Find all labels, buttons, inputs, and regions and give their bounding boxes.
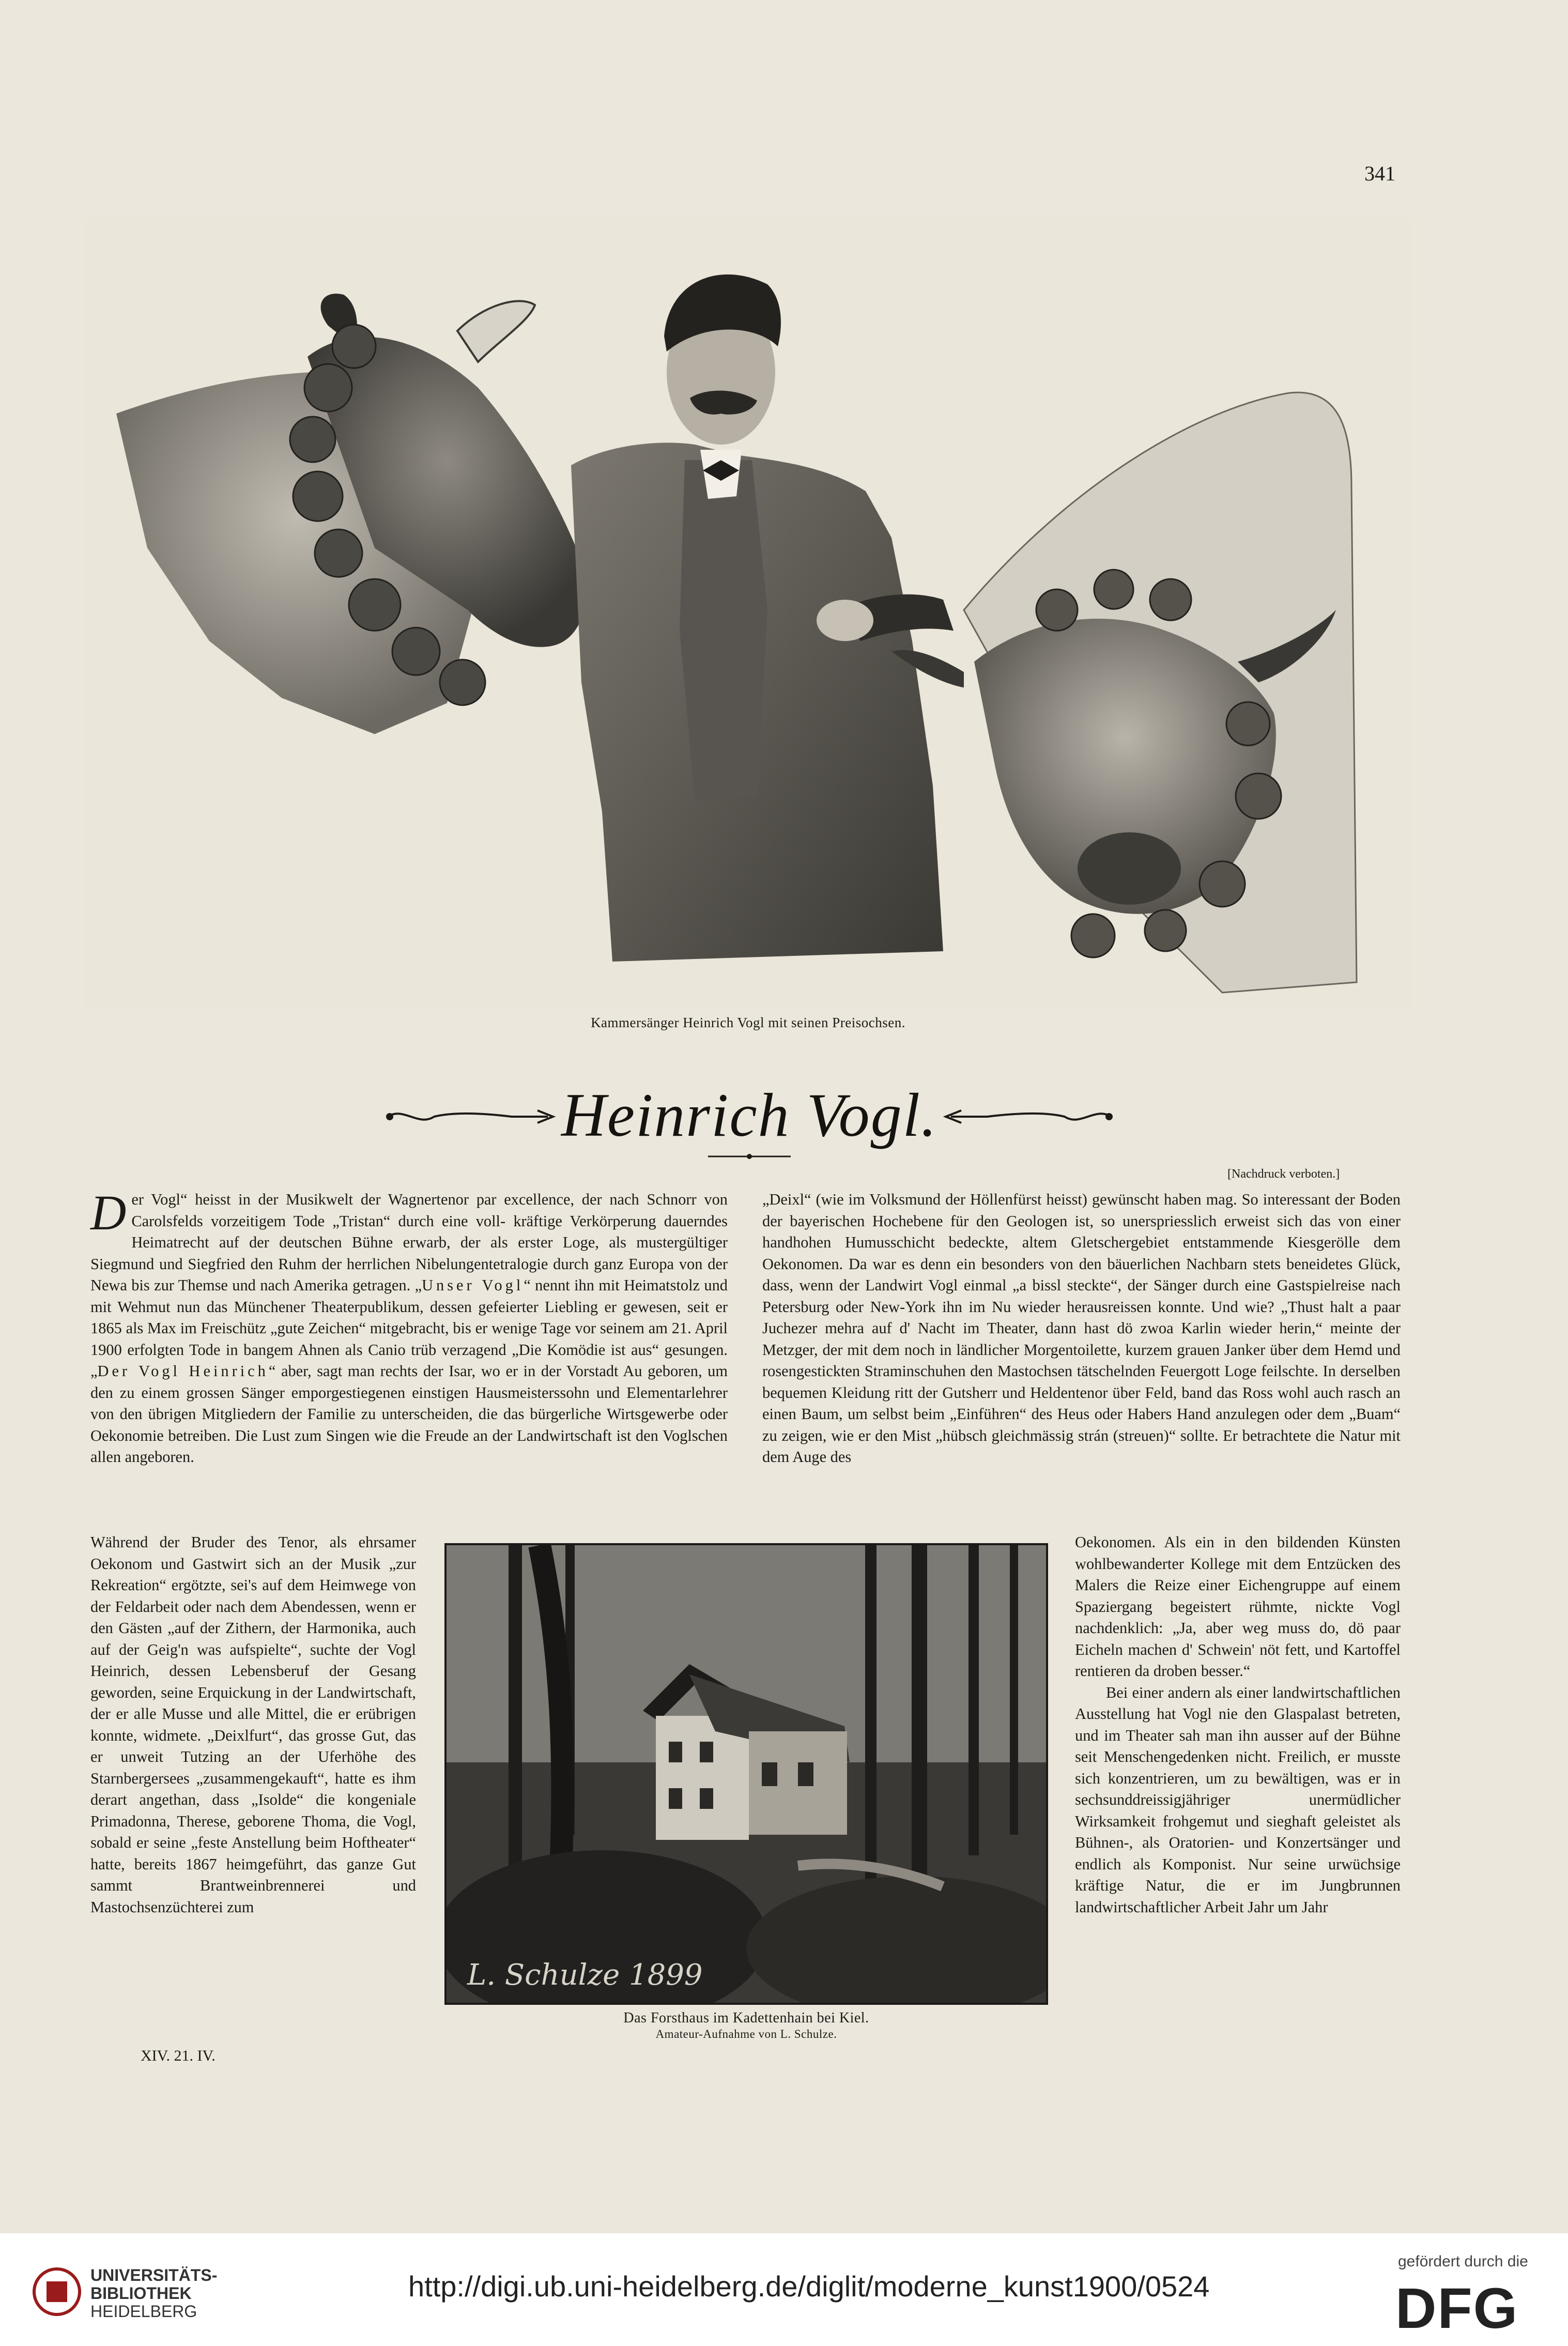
emphasis-text: Der Vogl Heinrich <box>97 1362 269 1380</box>
emphasis-text: Unser Vogl <box>422 1276 524 1294</box>
paragraph: Bei einer andern als einer landwirtschaftlichen Ausstellung hat Vogl nie den Glaspalast betreten, und im Theater sah man ihn ausser auf der Bühne seit Menschengedenken nicht. Freilich, er musste sich konzentrieren, um zu bewältigen, was er in sechsunddreissigjähriger unermüdlicher Wirksamkeit frohgemut und sieghaft geleistet als Bühnen-, als Oratorien- und Konzertsänger und endlich als Komponist. Nur seine urwüchsige kräftige Natur, die er im Jungbrunnen landwirtschaftlicher Arbeit Jahr um Jahr <box>1075 1683 1401 1916</box>
ornament-divider-icon <box>708 1153 791 1160</box>
dfg-logo: DFG <box>1395 2277 1519 2340</box>
digitization-footer <box>0 2233 1568 2346</box>
text-run: “ aber, sagt man rechts der Isar, wo er in der Vorstadt Au geboren, um den zu einem grossen Sänger emporgestiegenen einstigen Hausmeisterssohn und Elementarlehrer von den übrigen Mitgliedern der Familie zu unterscheiden, die das bürgerliche Wirtsgewerbe oder Oekonomie betreiben. Die Lust zum Singen wie die Freude an der Landwirtschaft ist den Voglschen allen angeboren. <box>90 1362 728 1466</box>
university-seal-icon <box>31 2263 83 2320</box>
reprint-notice: [Nachdruck verboten.] <box>1227 1167 1340 1181</box>
photo-signature: L. Schulze 1899 <box>467 1958 703 1992</box>
article-title: Heinrich Vogl. <box>561 1080 937 1149</box>
text-line: er Vogl“ heisst in der Musikwelt der Wagnertenor par excellence, der <box>131 1191 602 1208</box>
article-column-right <box>762 1189 1401 1468</box>
photo-caption: Das Forsthaus im Kadettenhain bei Kiel. <box>623 2010 869 2026</box>
engraving-illustration <box>85 217 1411 1008</box>
library-name <box>90 2266 217 2321</box>
source-url-link[interactable]: http://digi.ub.uni-heidelberg.de/diglit/moderne_kunst1900/0524 <box>408 2270 1210 2303</box>
paragraph: „Deixl“ (wie im Volksmund der Höllenfürst heisst) gewünscht haben mag. So interessant der Boden der bayerischen Hochebene für den Geologen ist, so unerspriesslich erweist sich das von einer handhohen Humusschicht bedeckte, altem Gletschergebiet entstammende Kiesgerölle dem Oekonomen. Da war es denn ein besonders von den bäuerlichen Nachbarn stets beneidetes Glück, dass, wenn der Landwirt Vogl einmal „a bissl steckte“, der Sänger durch eine Gastspielreise nach Petersburg oder New-York ihn im Nu wieder herausreissen konnte. Und wie? „Thust halt a paar Juchezer mehra auf d' Nacht im Theater, dann hast dö zwoa Karlin wieder herin,“ meinte der Metzger, der mit dem noch in ländlicher Morgentoilette, kurzem grauen Janker über dem Hemd und rosengestickten Straminschuhen den Mastochsen tätschelnden Feuergott Loge feilschte. In derselben bequemen Kleidung ritt der Gutsherr und Heldentenor über Feld, band das Ross wohl auch rasch an einen Baum, um selbst beim „Einführen“ des Heus oder Habers Hand anzulegen oder dem „Buam“ zu zeigen, wie er den Mist „hübsch gleichmässig strán (streuen)“ sollte. Er betrachtete die Natur mit dem Auge des <box>762 1191 1401 1466</box>
library-line: UNIVERSITÄTS- <box>90 2266 218 2284</box>
article-heading <box>382 1070 1116 1163</box>
library-line: HEIDELBERG <box>90 2302 197 2321</box>
illustration-caption: Kammersänger Heinrich Vogl mit seinen Preisochsen. <box>591 1015 905 1030</box>
photo-credit: Amateur-Aufnahme von L. Schulze. <box>655 2028 837 2040</box>
sponsor-caption: gefördert durch die <box>1398 2253 1528 2270</box>
text-line: nach Schnorr von Carolsfelds vorzeitigem Tode „Tristan“ durch eine voll- <box>131 1191 728 1230</box>
article-column-right-narrow <box>1075 1532 1401 1918</box>
text-run: kräftige Verkörperung dauerndes Heimatrecht auf der deutschen Bühne erwarb, der als erster Loge, als mustergültiger Siegmund und Siegfried den Ruhm der herrlichen Nibelungentetralogie durch ganz Europa von der Newa bis zur Themse und nach Amerika getragen. „ <box>90 1212 728 1294</box>
drop-cap: D <box>90 1185 127 1240</box>
library-line: BIBLIOTHEK <box>90 2284 192 2303</box>
page-number: 341 <box>1364 162 1395 185</box>
text-run: “ nennt ihn mit Heimatstolz und mit Wehmut nun das Münchener Theaterpublikum, dessen gefeierter Liebling er gewesen, seit er 1865 als Max im Freischütz „gute Zeichen“ mitgebracht, bis er wenige Tage vor seinem am 21. April 1900 erfolgten Tode in bangem Ahnen als Canio trüb verzagend „Die Komödie ist aus“ gesungen. „ <box>90 1276 728 1380</box>
paragraph: Oekonomen. Als ein in den bildenden Künsten wohlbewanderter Kollege mit dem Entzücken des Malers die Reize einer Eichengruppe auf einem Spaziergang begeistert rühmte, nickte Vogl nachdenklich: „Ja, aber weg muss do, dö paar Eicheln machen d' Schwein' nöt fett, und Kartoffel rentieren da droben besser.“ <box>1075 1533 1401 1680</box>
illustration-vogl-with-oxen <box>85 217 1411 1008</box>
article-column-left-narrow <box>90 1532 416 1918</box>
article-column-left <box>90 1185 728 1468</box>
photo-forsthaus <box>444 1543 1048 2005</box>
photograph-forest-house <box>447 1545 1046 2003</box>
paragraph: Während der Bruder des Tenor, als ehrsamer Oekonom und Gastwirt sich an der Musik „zur Rekreation“ ergötzte, sei's auf dem Heimwege von der Feldarbeit oder nach dem Abendessen, wenn er den Gästen „auf der Zithern, der Harmonika, auch auf der Geig'n was aufspielte“, suchte der Vogl Heinrich, dessen Lebensberuf der Gesang geworden, seine Erquickung in der Landwirtschaft, der er alle Musse und alle Mittel, die er erübrigen konnte, widmete. „Deixlfurt“, das grosse Gut, das er unweit Tutzing an der Uferhöhe des Starnbergersees „zusammengekauft“, hatte es ihm derart angethan, dass „Isolde“ die kongeniale Primadonna, Therese, geborene Thoma, die Vogl, sobald er seine „feste Anstellung beim Hoftheater“ hatte, bereits 1867 heimgeführt, das ganze Gut sammt Brantweinbrennerei und Mastochsenzüchterei zum <box>90 1533 416 1916</box>
flourish-right-icon <box>941 1101 1116 1132</box>
signature-mark: XIV. 21. IV. <box>141 2047 216 2064</box>
